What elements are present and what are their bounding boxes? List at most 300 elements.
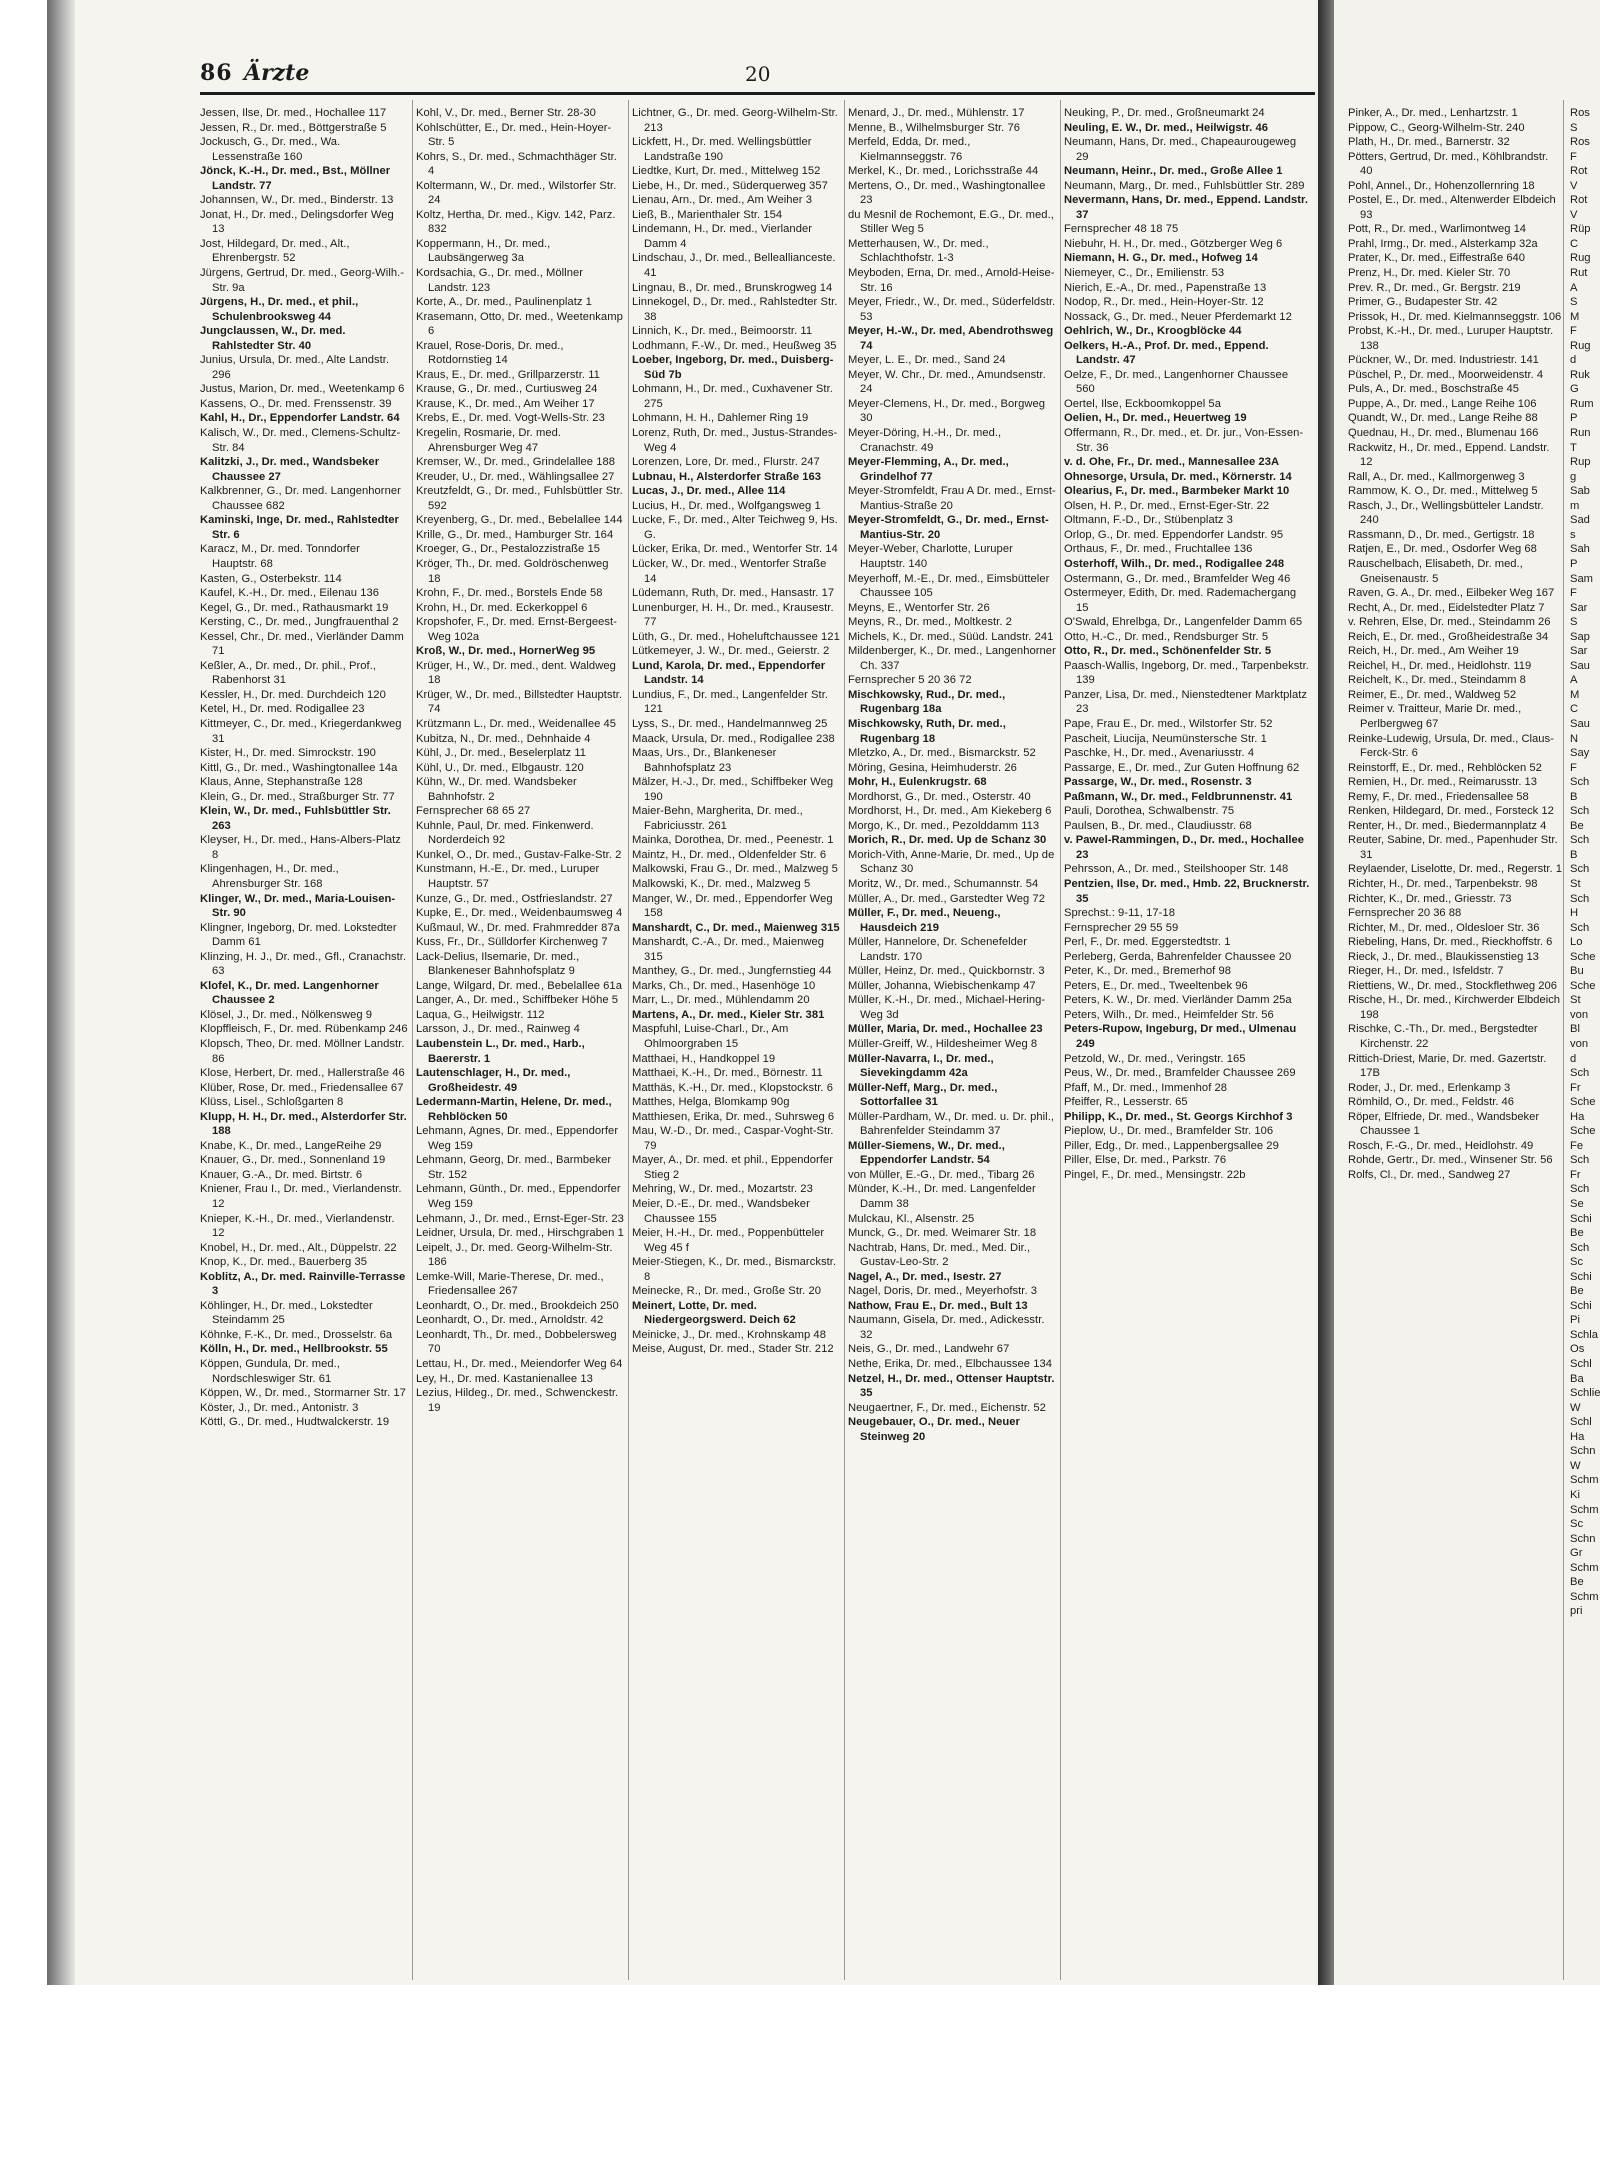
facing-page-entry: Rohde, Gertr., Dr. med., Winsener Str. 56 — [1348, 1154, 1553, 1167]
facing-page-fragment: A — [1570, 674, 1578, 687]
directory-entry: Leidner, Ursula, Dr. med., Hirschgraben 1 — [416, 1227, 624, 1240]
facing-page-fragment: Rut — [1570, 267, 1588, 280]
directory-entry: Jost, Hildegard, Dr. med., Alt., Ehrenbergstr. 52 — [200, 237, 350, 265]
directory-entry: Lund, Karola, Dr. med., Eppendorfer Landstr. 14 — [632, 659, 826, 687]
directory-entry: Kalitzki, J., Dr. med., Wandsbeker Chaussee 27 — [200, 456, 380, 483]
directory-entry: Menne, B., Wilhelmsburger Str. 76 — [848, 121, 1021, 134]
directory-entry: Lucke, F., Dr. med., Alter Teichweg 9, Hs. G. — [632, 514, 838, 541]
facing-page-fragment: St — [1570, 994, 1581, 1007]
facing-page-entry: Reylaender, Liselotte, Dr. med., Regerstr. 1 — [1348, 863, 1562, 876]
directory-entry: Leipelt, J., Dr. med. Georg-Wilhelm-Str. 186 — [416, 1241, 613, 1269]
directory-column-2 — [416, 106, 624, 1986]
directory-entry: Kroeger, G., Dr., Pestalozzistraße 15 — [416, 543, 601, 556]
directory-entry: Koltermann, W., Dr. med., Wilstorfer Str. 24 — [416, 179, 617, 207]
directory-entry: Marks, Ch., Dr. med., Hasenhöge 10 — [632, 979, 816, 992]
directory-entry: Meier, H.-H., Dr. med., Poppenbütteler Weg 45 f — [632, 1227, 825, 1254]
facing-page-entry: Puls, A., Dr. med., Boschstraße 45 — [1348, 383, 1519, 396]
directory-entry: Peters, K. W., Dr. med. Vierländer Damm 25a — [1064, 994, 1292, 1007]
facing-page-fragment: St — [1570, 877, 1581, 890]
directory-entry: Maintz, H., Dr. med., Oldenfelder Str. 6 — [632, 848, 827, 861]
directory-entry: Kühl, U., Dr. med., Elbgaustr. 120 — [416, 761, 584, 774]
directory-entry: Klinzing, H. J., Dr. med., Gfl., Cranachstr. 63 — [200, 950, 407, 978]
facing-page-fragment: d — [1570, 1052, 1577, 1065]
facing-page-entry: Postel, E., Dr. med., Altenwerder Elbdeich 93 — [1348, 194, 1556, 221]
directory-entry: Maack, Ursula, Dr. med., Rodigallee 238 — [632, 732, 835, 745]
directory-entry: Passarge, W., Dr. med., Rosenstr. 3 — [1064, 776, 1252, 789]
directory-entry: Manthey, G., Dr. med., Jungfernstieg 44 — [632, 965, 832, 978]
directory-entry: Kunstmann, H.-E., Dr. med., Luruper Hauptstr. 57 — [416, 863, 600, 890]
facing-page-fragment: W — [1570, 1401, 1581, 1414]
directory-entry: Lehmann, J., Dr. med., Ernst-Eger-Str. 23 — [416, 1212, 624, 1225]
facing-page-fragment: Be — [1570, 1285, 1584, 1298]
facing-page-fragment: Gr — [1570, 1547, 1583, 1560]
directory-entry: Peters, E., Dr. med., Tweeltenbek 96 — [1064, 979, 1248, 992]
directory-entry: Kroß, W., Dr. med., HornerWeg 95 — [416, 645, 596, 658]
directory-entry: Mischkowsky, Rud., Dr. med., Rugenbarg 18a — [848, 688, 1006, 716]
directory-entry: Klüber, Rose, Dr. med., Friedensallee 67 — [200, 1081, 404, 1094]
directory-entry: Köppen, Gundula, Dr. med., Nordschleswiger Str. 61 — [200, 1358, 340, 1385]
page-header — [200, 56, 1300, 96]
directory-entry: Pieplow, U., Dr. med., Bramfelder Str. 106 — [1064, 1125, 1274, 1138]
directory-entry: Mau, W.-D., Dr. med., Caspar-Voght-Str. 79 — [632, 1125, 834, 1152]
facing-page-fragment: Fr — [1570, 1081, 1581, 1094]
directory-entry: Morich-Vith, Anne-Marie, Dr. med., Up de Schanz 30 — [848, 848, 1055, 876]
facing-page-fragment: Sch — [1570, 921, 1590, 934]
directory-entry: Lorenz, Ruth, Dr. med., Justus-Strandes-Weg 4 — [632, 427, 838, 454]
facing-page-fragment: Sap — [1570, 630, 1590, 643]
directory-entry: Peter, K., Dr. med., Bremerhof 98 — [1064, 965, 1232, 978]
directory-entry: Mulckau, Kl., Alsenstr. 25 — [848, 1212, 975, 1225]
facing-page-fragment: Sar — [1570, 645, 1588, 658]
directory-entry: Mälzer, H.-J., Dr. med., Schiffbeker Weg 190 — [632, 776, 834, 803]
directory-entry: Nevermann, Hans, Dr. med., Eppend. Landstr. 37 — [1064, 194, 1308, 221]
facing-page-fragment: Bu — [1570, 965, 1584, 978]
directory-entry: Kunze, G., Dr. med., Ostfrieslandstr. 27 — [416, 892, 613, 905]
facing-page-fragment: Schl — [1570, 1358, 1592, 1371]
facing-page — [1334, 0, 1600, 1985]
column-divider — [844, 100, 845, 1980]
facing-page-fragment: T — [1570, 441, 1577, 454]
facing-page-entry: Reichelt, K., Dr. med., Steindamm 8 — [1348, 674, 1526, 687]
directory-entry: Olearius, F., Dr. med., Barmbeker Markt 10 — [1064, 485, 1290, 498]
directory-entry: Krüger, W., Dr. med., Billstedter Hauptstr. 74 — [416, 688, 623, 716]
directory-entry: Jockusch, G., Dr. med., Wa. Lessenstraße 160 — [200, 136, 341, 163]
facing-page-entry: Plath, H., Dr. med., Barnerstr. 32 — [1348, 136, 1510, 149]
directory-entry: Kuhnle, Paul, Dr. med. Finkenwerd. Norderdeich 92 — [416, 819, 594, 847]
directory-entry: Kaufel, K.-H., Dr. med., Eilenau 136 — [200, 587, 380, 600]
directory-entry: Neumann, Hans, Dr. med., Chapeaurougeweg 29 — [1064, 136, 1297, 163]
directory-entry: Meier-Stiegen, K., Dr. med., Bismarckstr. 8 — [632, 1256, 837, 1283]
directory-entry: Matthiesen, Erika, Dr. med., Suhrsweg 6 — [632, 1110, 835, 1123]
facing-page-fragment: von — [1570, 1038, 1589, 1050]
directory-entry: Nathow, Frau E., Dr. med., Bult 13 — [848, 1299, 1028, 1312]
directory-entry: Matthaei, K.-H., Dr. med., Börnestr. 11 — [632, 1067, 823, 1080]
directory-entry: Pascheit, Liucija, Neumünstersche Str. 1 — [1064, 732, 1267, 745]
facing-page-entry: Reichel, H., Dr. med., Heidlohstr. 119 — [1348, 659, 1532, 672]
directory-entry: Marr, L., Dr. med., Mühlendamm 20 — [632, 994, 810, 1007]
facing-page-fragment: Be — [1570, 819, 1584, 832]
directory-entry: Pingel, F., Dr. med., Mensingstr. 22b — [1064, 1168, 1246, 1181]
directory-entry: Meyns, R., Dr. med., Moltkestr. 2 — [848, 616, 1012, 629]
directory-entry: Paschke, H., Dr. med., Avenariusstr. 4 — [1064, 747, 1255, 760]
facing-page-entry: Rauschelbach, Elisabeth, Dr. med., Gneisenaustr. 5 — [1348, 557, 1523, 585]
facing-page-fragment: M — [1570, 688, 1580, 701]
directory-entry: Paasch-Wallis, Ingeborg, Dr. med., Tarpenbekstr. 139 — [1064, 659, 1309, 687]
facing-page-entry: Rische, H., Dr. med., Kirchwerder Elbdeich 198 — [1348, 994, 1561, 1021]
facing-page-entry: Probst, K.-H., Dr. med., Luruper Hauptstr. 138 — [1348, 325, 1554, 352]
directory-entry: Krasemann, Otto, Dr. med., Weetenkamp 6 — [416, 310, 623, 338]
directory-entry: Kohl, V., Dr. med., Berner Str. 28-30 — [416, 107, 596, 119]
facing-page-entry: Rolfs, Cl., Dr. med., Sandweg 27 — [1348, 1168, 1511, 1181]
directory-entry: Knobel, H., Dr. med., Alt., Düppelstr. 22 — [200, 1241, 397, 1254]
directory-entry: Lehmann, Agnes, Dr. med., Eppendorfer Weg 159 — [416, 1125, 619, 1152]
facing-page-fragment: V — [1570, 208, 1578, 221]
facing-page-fragment: Ha — [1570, 1430, 1585, 1443]
facing-page-fragment: B — [1570, 848, 1578, 861]
directory-entry: Morgo, K., Dr. med., Pezolddamm 113 — [848, 819, 1040, 832]
directory-entry: Ketel, H., Dr. med. Rodigallee 23 — [200, 703, 365, 716]
directory-entry: Lyss, S., Dr. med., Handelmannweg 25 — [632, 717, 828, 730]
directory-entry: Kassens, O., Dr. med. Frenssenstr. 39 — [200, 397, 392, 410]
directory-entry: Ostermeyer, Edith, Dr. med. Rademachergang 15 — [1064, 587, 1297, 614]
directory-entry: Merkel, K., Dr. med., Lorichsstraße 44 — [848, 165, 1039, 178]
directory-entry: Jönck, K.-H., Dr. med., Bst., Möllner Landstr. 77 — [200, 165, 391, 192]
directory-entry: Lautenschlager, H., Dr. med., Großheidestr. 49 — [416, 1067, 571, 1094]
facing-page-fragment: F — [1570, 150, 1577, 163]
facing-page-entry: Richter, H., Dr. med., Tarpenbekstr. 98 — [1348, 877, 1538, 890]
directory-entry: Ostermann, G., Dr. med., Bramfelder Weg 46 — [1064, 572, 1291, 585]
directory-entry: Morich, R., Dr. med. Up de Schanz 30 — [848, 834, 1047, 847]
directory-entry: Perl, F., Dr. med. Eggerstedtstr. 1 — [1064, 936, 1231, 949]
directory-entry: v. d. Ohe, Fr., Dr. med., Mannesallee 23A — [1064, 456, 1280, 469]
directory-entry: Meyer-Flemming, A., Dr. med., Grindelhof 77 — [848, 456, 1009, 483]
directory-entry: Meinecke, R., Dr. med., Große Str. 20 — [632, 1285, 821, 1298]
book-spine-shadow — [47, 0, 75, 1985]
directory-entry: Martens, A., Dr. med., Kieler Str. 381 — [632, 1008, 825, 1021]
directory-entry: Köhnke, F.-K., Dr. med., Drosselstr. 6a — [200, 1328, 393, 1341]
directory-entry: Maier-Behn, Margherita, Dr. med., Fabriciusstr. 261 — [632, 805, 803, 832]
directory-entry: Nagel, A., Dr. med., Isestr. 27 — [848, 1270, 1002, 1283]
facing-page-fragment: Ba — [1570, 1372, 1584, 1385]
directory-entry: Meyerhoff, M.-E., Dr. med., Eimsbütteler Chaussee 105 — [848, 572, 1050, 600]
directory-entry: Ließ, B., Marienthaler Str. 154 — [632, 208, 783, 221]
directory-entry: Leonhardt, O., Dr. med., Brookdeich 250 — [416, 1299, 619, 1312]
directory-entry: Köster, J., Dr. med., Antonistr. 3 — [200, 1401, 359, 1414]
directory-entry: Klein, G., Dr. med., Straßburger Str. 77 — [200, 790, 395, 803]
directory-entry: Nodop, R., Dr. med., Hein-Hoyer-Str. 12 — [1064, 296, 1264, 309]
directory-entry: Meier, D.-E., Dr. med., Wandsbeker Chaussee 155 — [632, 1198, 810, 1225]
directory-entry: Lucius, H., Dr. med., Wolfgangsweg 1 — [632, 499, 821, 512]
directory-entry: Köppen, W., Dr. med., Stormarner Str. 17 — [200, 1387, 406, 1400]
directory-entry: Oltmann, F.-D., Dr., Stübenplatz 3 — [1064, 514, 1233, 527]
directory-entry: Panzer, Lisa, Dr. med., Nienstedtener Marktplatz 23 — [1064, 688, 1308, 716]
directory-entry: Kuss, Fr., Dr., Sülldorfer Kirchenweg 7 — [416, 936, 608, 949]
directory-entry: Lettau, H., Dr. med., Meiendorfer Weg 64 — [416, 1358, 623, 1371]
directory-entry: Ohnesorge, Ursula, Dr. med., Körnerstr. 14 — [1064, 470, 1292, 483]
facing-page-fragment: Sab — [1570, 485, 1590, 498]
directory-entry: Lack-Delius, Ilsemarie, Dr. med., Blankeneser Bahnhofsplatz 9 — [416, 950, 580, 978]
facing-page-entry: Quednau, H., Dr. med., Blumenau 166 — [1348, 427, 1539, 440]
facing-page-fragment: Run — [1570, 427, 1591, 440]
directory-entry: Mischkowsky, Ruth, Dr. med., Rugenbarg 18 — [848, 717, 1006, 745]
facing-page-fragment: Sch — [1570, 1183, 1590, 1196]
directory-entry: Lingnau, B., Dr. med., Brunskrogweg 14 — [632, 281, 833, 294]
directory-entry: Lienau, Arn., Dr. med., Am Weiher 3 — [632, 194, 813, 207]
directory-entry: Laqua, G., Heilwigstr. 112 — [416, 1008, 545, 1021]
directory-entry: Krüger, H., W., Dr. med., dent. Waldweg 18 — [416, 659, 616, 687]
directory-entry: Ledermann-Martin, Helene, Dr. med., Rehblöcken 50 — [416, 1096, 612, 1123]
facing-page-fragment: Sad — [1570, 514, 1590, 527]
facing-page-fragment: Rot — [1570, 194, 1588, 207]
facing-page-fragment: Schm — [1570, 1503, 1599, 1516]
facing-page-fragment: Sch — [1570, 863, 1590, 876]
directory-entry: Leonhardt, O., Dr. med., Arnoldstr. 42 — [416, 1314, 604, 1327]
facing-page-fragment: Sch — [1570, 1154, 1590, 1167]
directory-entry: Lindschau, J., Dr. med., Belleallianceste. 41 — [632, 252, 836, 280]
facing-page-entry: Richter, M., Dr. med., Oldesloer Str. 36 — [1348, 921, 1540, 934]
directory-entry: Matthes, Helga, Blomkamp 90g — [632, 1096, 790, 1109]
directory-entry: Orlop, G., Dr. med. Eppendorfer Landstr. 95 — [1064, 528, 1284, 541]
facing-page-fragment: Schi — [1570, 1270, 1592, 1283]
directory-entry: Klingenhagen, H., Dr. med., Ahrensburger Str. 168 — [200, 863, 339, 890]
directory-entry: Philipp, K., Dr. med., St. Georgs Kirchhof 3 — [1064, 1110, 1293, 1123]
facing-page-entry: Riettiens, W., Dr. med., Stockflethweg 206 — [1348, 979, 1557, 992]
facing-page-fragment: Schm — [1570, 1561, 1599, 1574]
directory-entry: Peters-Rupow, Ingeburg, Dr med., Ulmenau 249 — [1064, 1023, 1297, 1050]
directory-entry: Kremser, W., Dr. med., Grindelallee 188 — [416, 456, 616, 469]
directory-entry: Müller, F., Dr. med., Neueng., Hausdeich 219 — [848, 907, 1001, 934]
directory-entry: Kleyser, H., Dr. med., Hans-Albers-Platz 8 — [200, 834, 401, 861]
directory-entry: Müller-Greiff, W., Hildesheimer Weg 8 — [848, 1038, 1038, 1050]
directory-entry: Metterhausen, W., Dr. med., Schlachthofstr. 1-3 — [848, 237, 989, 265]
facing-page-fragment: von — [1570, 1008, 1589, 1021]
facing-page-column-1 — [1348, 106, 1563, 1985]
facing-page-fragment: Ruk — [1570, 368, 1590, 381]
facing-page-fragment: Fe — [1570, 1139, 1584, 1152]
directory-entry: Otto, H.-C., Dr. med., Rendsburger Str. 5 — [1064, 630, 1269, 643]
directory-entry: Peters, Wilh., Dr. med., Heimfelder Str. 56 — [1064, 1008, 1274, 1021]
directory-entry: Olsen, H. P., Dr. med., Ernst-Eger-Str. 22 — [1064, 499, 1270, 512]
facing-page-fragment: Schla — [1570, 1328, 1598, 1341]
facing-page-fragment: Pi — [1570, 1314, 1580, 1327]
directory-entry: Offermann, R., Dr. med., et. Dr. jur., Von-Essen-Str. 36 — [1064, 427, 1304, 454]
directory-entry: Mohr, H., Eulenkrugstr. 68 — [848, 776, 987, 789]
directory-entry: Meyer-Clemens, H., Dr. med., Borgweg 30 — [848, 397, 1046, 425]
directory-entry: Piller, Else, Dr. med., Parkstr. 76 — [1064, 1154, 1227, 1167]
directory-entry: Loeber, Ingeborg, Dr. med., Duisberg-Süd 7b — [632, 354, 834, 381]
facing-page-entry: Riebeling, Hans, Dr. med., Rieckhoffstr. 6 — [1348, 936, 1553, 949]
directory-entry: Paßmann, W., Dr. med., Feldbrunnenstr. 41 — [1064, 790, 1293, 803]
directory-entry: Kalkbrenner, G., Dr. med. Langenhorner Chaussee 682 — [200, 485, 401, 512]
directory-entry: Lickfett, H., Dr. med. Wellingsbüttler Landstraße 190 — [632, 136, 812, 163]
facing-page-entry: Rischke, C.-Th., Dr. med., Bergstedter Kirchenstr. 22 — [1348, 1023, 1538, 1050]
directory-entry: Koppermann, H., Dr. med., Laubsängerweg 3a — [416, 237, 551, 265]
facing-page-entry: Reinke-Ludewig, Ursula, Dr. med., Claus-Ferck-Str. 6 — [1348, 732, 1554, 760]
directory-entry: Oehlrich, W., Dr., Kroogblöcke 44 — [1064, 325, 1242, 338]
directory-entry: Kühn, W., Dr. med. Wandsbeker Bahnhofstr. 2 — [416, 776, 577, 803]
header-rule — [200, 92, 1315, 95]
facing-page-entry: Rasch, J., Dr., Wellingsbütteler Landstr. 240 — [1348, 499, 1544, 527]
directory-entry: Pauli, Dorothea, Schwalbenstr. 75 — [1064, 805, 1235, 818]
directory-entry: Kessel, Chr., Dr. med., Vierländer Damm 71 — [200, 630, 404, 658]
directory-entry: Lodhmann, F.-W., Dr. med., Heußweg 35 — [632, 339, 837, 352]
facing-page-fragment: Rot — [1570, 165, 1588, 178]
directory-entry: Kropshofer, F., Dr. med. Ernst-Bergeest-Weg 102a — [416, 616, 617, 643]
directory-entry: Meyer-Stromfeldt, Frau A Dr. med., Ernst-Mantius-Straße 20 — [848, 485, 1056, 512]
directory-entry: Manshardt, C., Dr. med., Maienweg 315 — [632, 921, 840, 934]
directory-entry: Junius, Ursula, Dr. med., Alte Landstr. 296 — [200, 354, 390, 381]
directory-entry: Mainka, Dorothea, Dr. med., Peenestr. 1 — [632, 834, 834, 847]
directory-entry: Kregelin, Rosmarie, Dr. med. Ahrensburger Weg 47 — [416, 427, 562, 454]
directory-entry: Mayer, A., Dr. med. et phil., Eppendorfer Stieg 2 — [632, 1154, 834, 1181]
facing-page-fragment: g — [1570, 470, 1577, 483]
directory-entry: Lüdemann, Ruth, Dr. med., Hansastr. 17 — [632, 587, 835, 600]
directory-entry: Malkowski, K., Dr. med., Malzweg 5 — [632, 877, 811, 890]
directory-entry: Fernsprecher 68 65 27 — [416, 805, 531, 818]
facing-page-entry: Quandt, W., Dr. med., Lange Reihe 88 — [1348, 412, 1538, 425]
facing-page-fragment: Ros — [1570, 136, 1590, 149]
facing-page-fragment: Sche — [1570, 1096, 1596, 1109]
directory-entry: Kölln, H., Dr. med., Hellbrookstr. 55 — [200, 1343, 388, 1356]
directory-entry: Knieper, K.-H., Dr. med., Vierlandenstr. 12 — [200, 1212, 395, 1240]
directory-entry: Meyer, W. Chr., Dr. med., Amundsenstr. 24 — [848, 368, 1046, 396]
directory-entry: Piller, Edg., Dr. med., Lappenbergsallee 29 — [1064, 1139, 1279, 1152]
directory-entry: Müller-Neff, Marg., Dr. med., Sottorfallee 31 — [848, 1081, 998, 1109]
column-divider — [412, 100, 413, 1980]
directory-entry: Nethe, Erika, Dr. med., Elbchaussee 134 — [848, 1358, 1053, 1371]
facing-page-fragment: Fr — [1570, 1168, 1581, 1181]
facing-page-fragment: Sar — [1570, 601, 1588, 614]
directory-entry: Leonhardt, Th., Dr. med., Dobbelersweg 70 — [416, 1328, 617, 1356]
directory-entry: Lichtner, G., Dr. med. Georg-Wilhelm-Str. 213 — [632, 107, 838, 134]
directory-entry: Neumann, Marg., Dr. med., Fuhlsbüttler Str. 289 — [1064, 179, 1305, 192]
directory-entry: Müller, Johanna, Wiebischenkamp 47 — [848, 979, 1036, 992]
directory-entry: Meyns, E., Wentorfer Str. 26 — [848, 601, 990, 614]
directory-entry: Neuking, P., Dr. med., Großneumarkt 24 — [1064, 107, 1265, 119]
facing-page-entry: Roder, J., Dr. med., Erlenkamp 3 — [1348, 1081, 1511, 1094]
directory-entry: Matthäs, K.-H., Dr. med., Klopstockstr. 6 — [632, 1081, 834, 1094]
facing-page-entry: Pippow, C., Georg-Wilhelm-Str. 240 — [1348, 121, 1525, 134]
directory-entry: Passarge, E., Dr. med., Zur Guten Hoffnung 62 — [1064, 761, 1300, 774]
directory-entry: Lücker, W., Dr. med., Wentorfer Straße 14 — [632, 557, 827, 585]
directory-entry: v. Pawel-Rammingen, D., Dr. med., Hochallee 23 — [1064, 834, 1305, 861]
directory-entry: Klopffleisch, F., Dr. med. Rübenkamp 246 — [200, 1023, 408, 1036]
facing-page-entry: Primer, G., Budapester Str. 42 — [1348, 296, 1498, 309]
directory-entry: Möring, Gesina, Heimhuderstr. 26 — [848, 761, 1017, 774]
directory-entry: Klose, Herbert, Dr. med., Hallerstraße 46 — [200, 1067, 405, 1080]
facing-page-fragment: Sch — [1570, 805, 1590, 818]
facing-page-entry: Reimer v. Traitteur, Marie Dr. med., Perlbergweg 67 — [1348, 703, 1522, 730]
directory-entry: Malkowski, Frau G., Dr. med., Malzweg 5 — [632, 863, 838, 876]
directory-entry: Liedtke, Kurt, Dr. med., Mittelweg 152 — [632, 165, 821, 178]
directory-entry: Johannsen, W., Dr. med., Binderstr. 13 — [200, 194, 394, 207]
facing-page-entry: Püschel, P., Dr. med., Moorweidenstr. 4 — [1348, 368, 1544, 381]
facing-page-fragment: Sau — [1570, 659, 1590, 672]
directory-entry: Lüth, G., Dr. med., Hoheluftchaussee 121 — [632, 630, 840, 643]
facing-page-entry: Renter, H., Dr. med., Biedermannplatz 4 — [1348, 819, 1547, 832]
directory-entry: Lütkemeyer, J. W., Dr. med., Geierstr. 2 — [632, 645, 830, 658]
directory-entry: Sprechst.: 9-11, 17-18 — [1064, 907, 1175, 920]
facing-page-fragment: pri — [1570, 1605, 1583, 1618]
facing-page-entry: Puppe, A., Dr. med., Lange Reihe 106 — [1348, 397, 1537, 410]
facing-page-entry: Rassmann, D., Dr. med., Gertigstr. 18 — [1348, 528, 1535, 541]
directory-entry: Pape, Frau E., Dr. med., Wilstorfer Str. 52 — [1064, 717, 1273, 730]
directory-entry: Maas, Urs., Dr., Blankeneser Bahnhofsplatz 23 — [632, 747, 777, 774]
directory-entry: Kister, H., Dr. med. Simrockstr. 190 — [200, 747, 376, 760]
facing-page-fragment: P — [1570, 412, 1578, 425]
directory-entry: Kittmeyer, C., Dr. med., Kriegerdankweg 31 — [200, 717, 402, 745]
facing-page-entry: Römhild, O., Dr. med., Feldstr. 46 — [1348, 1096, 1515, 1109]
directory-entry: Münder, K.-H., Dr. med. Langenfelder Damm 38 — [848, 1183, 1036, 1211]
directory-column-4 — [848, 106, 1056, 1986]
facing-page-fragment: Sau — [1570, 717, 1590, 730]
directory-entry: Linnekogel, D., Dr. med., Rahlstedter Str. 38 — [632, 296, 838, 323]
directory-entry: Pfaff, M., Dr. med., Immenhof 28 — [1064, 1081, 1228, 1094]
directory-entry: Jungclaussen, W., Dr. med. Rahlstedter Str. 40 — [200, 325, 346, 352]
directory-entry: Kessler, H., Dr. med. Durchdeich 120 — [200, 688, 386, 701]
directory-entry: Klein, W., Dr. med., Fuhlsbüttler Str. 263 — [200, 805, 391, 832]
facing-page-entry: Ratjen, E., Dr. med., Osdorfer Weg 68 — [1348, 543, 1537, 556]
facing-page-fragment: Schlie — [1570, 1387, 1600, 1400]
directory-entry: Klaus, Anne, Stephanstraße 128 — [200, 776, 363, 789]
directory-entry: Mehring, W., Dr. med., Mozartstr. 23 — [632, 1183, 813, 1196]
directory-entry: Fernsprecher 5 20 36 72 — [848, 674, 972, 687]
page-number: 86 — [200, 60, 233, 86]
directory-entry: Klösel, J., Dr. med., Nölkensweg 9 — [200, 1008, 373, 1021]
facing-page-entry: Pohl, Annel., Dr., Hohenzollernring 18 — [1348, 179, 1535, 192]
facing-page-fragment: Se — [1570, 1198, 1584, 1211]
facing-page-fragment: Schm — [1570, 1474, 1599, 1487]
facing-page-fragment: G — [1570, 383, 1579, 396]
scan-bottom-margin — [0, 1985, 1600, 2177]
facing-page-fragment: Sch — [1570, 776, 1590, 789]
facing-page-entry: Reimer, E., Dr. med., Waldweg 52 — [1348, 688, 1517, 701]
directory-entry: Korte, A., Dr. med., Paulinenplatz 1 — [416, 296, 592, 309]
facing-page-fragment: A — [1570, 281, 1578, 294]
facing-page-fragment: Os — [1570, 1343, 1585, 1356]
facing-page-entry: v. Rehren, Else, Dr. med., Steindamm 26 — [1348, 616, 1551, 629]
scan-left-margin — [0, 0, 47, 2177]
directory-entry: Netzel, H., Dr. med., Ottenser Hauptstr. 35 — [848, 1372, 1055, 1400]
directory-entry: Pentzien, Ilse, Dr. med., Hmb. 22, Brucknerstr. 35 — [1064, 877, 1310, 905]
facing-page-fragment: Sam — [1570, 572, 1594, 585]
facing-page-fragment: Sche — [1570, 979, 1596, 992]
directory-entry: Köttl, G., Dr. med., Hudtwalckerstr. 19 — [200, 1416, 390, 1429]
directory-entry: Kasten, G., Osterbekstr. 114 — [200, 572, 342, 585]
directory-entry: Kreutzfeldt, G., Dr. med., Fuhlsbüttler Str. 592 — [416, 485, 623, 512]
facing-page-entry: Rammow, K. O., Dr. med., Mittelweg 5 — [1348, 485, 1538, 498]
directory-entry: Kühl, J., Dr. med., Beselerplatz 11 — [416, 747, 587, 760]
directory-entry: Müller-Pardham, W., Dr. med. u. Dr. phil., Bahrenfelder Steindamm 37 — [848, 1110, 1055, 1138]
directory-entry: Meyer-Döring, H.-H., Dr. med., Cranachstr. 49 — [848, 427, 1002, 454]
directory-entry: Manger, W., Dr. med., Eppendorfer Weg 158 — [632, 892, 833, 920]
directory-entry: Neuling, E. W., Dr. med., Heilwigstr. 46 — [1064, 121, 1269, 134]
directory-entry: Kupke, E., Dr. med., Weidenbaumsweg 4 — [416, 907, 623, 920]
directory-entry: Lindemann, H., Dr. med., Vierlander Damm 4 — [632, 223, 813, 250]
facing-page-fragment: Sch — [1570, 834, 1590, 847]
directory-entry: Kniener, Frau I., Dr. med., Vierlandenstr. 12 — [200, 1183, 402, 1211]
directory-entry: Meyer-Weber, Charlotte, Luruper Hauptstr. 140 — [848, 543, 1013, 570]
directory-entry: Perleberg, Gerda, Bahrenfelder Chaussee 20 — [1064, 950, 1292, 963]
directory-entry: Jonat, H., Dr. med., Delingsdorfer Weg 13 — [200, 208, 394, 236]
facing-page-entry: Prissok, H., Dr. med. Kielmannseggstr. 106 — [1348, 310, 1562, 323]
directory-entry: Kraus, E., Dr. med., Grillparzerstr. 11 — [416, 368, 600, 381]
facing-page-entry: Prenz, H., Dr. med. Kieler Str. 70 — [1348, 267, 1511, 280]
directory-entry: Nossack, G., Dr. med., Neuer Pferdemarkt 12 — [1064, 310, 1292, 323]
facing-page-fragment: Schn — [1570, 1445, 1596, 1458]
directory-entry: Mertens, O., Dr. med., Washingtonallee 23 — [848, 179, 1046, 207]
directory-entry: Lezius, Hildeg., Dr. med., Schwenckestr. 19 — [416, 1387, 619, 1414]
